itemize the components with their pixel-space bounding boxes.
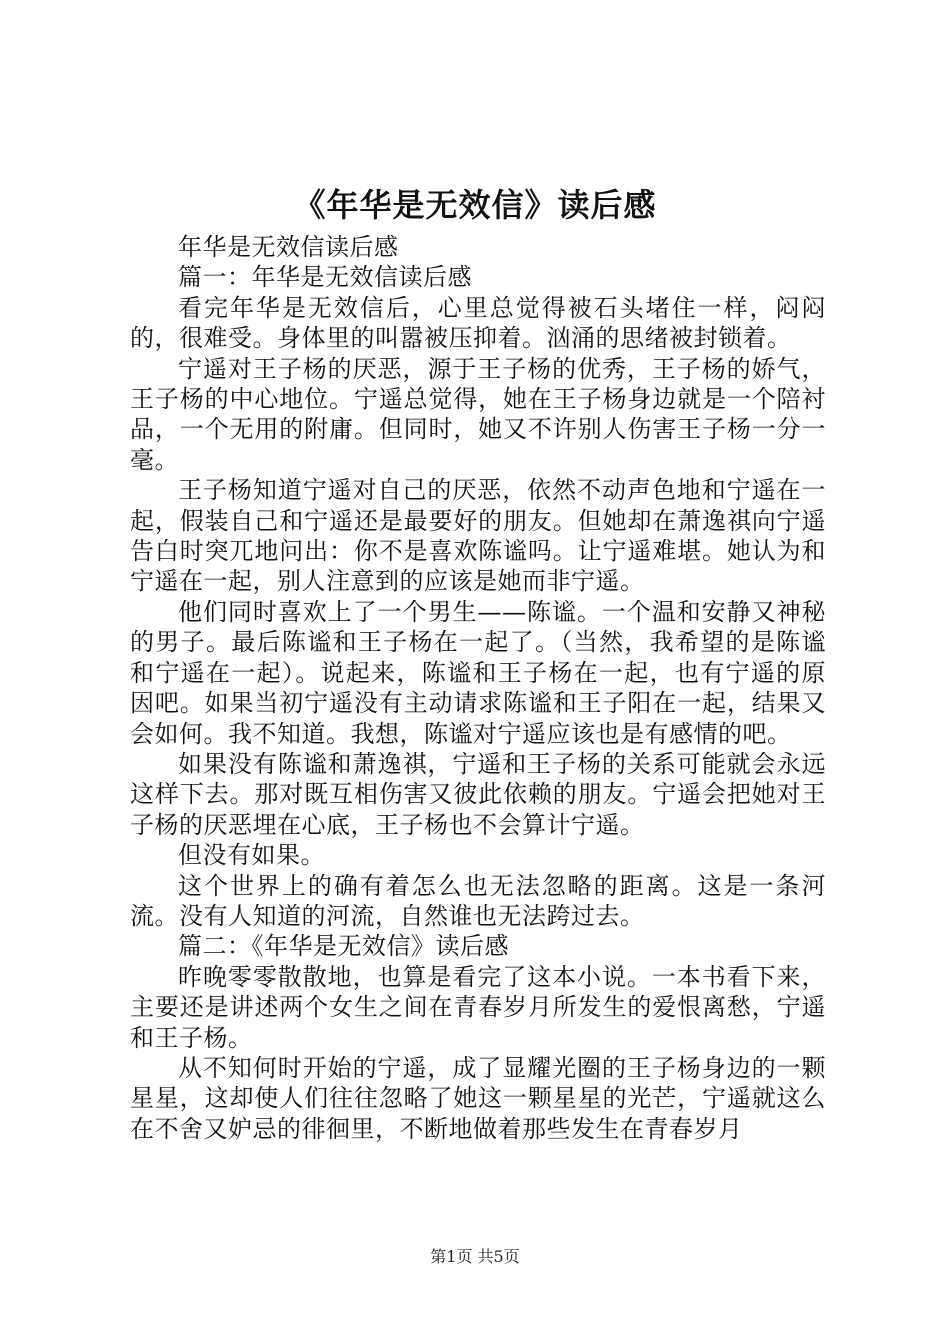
paragraph: 昨晚零零散散地，也算是看完了这本小说。一本书看下来，主要还是讲述两个女生之间在青春岁月所发生的爱恨离愁，宁遥和王子杨。 [130,962,826,1052]
paragraph: 年华是无效信读后感 [178,233,399,261]
page-footer: 第1页 共5页 [430,1247,520,1266]
paragraph: 他们同时喜欢上了一个男生——陈谧。一个温和安静又神秘的男子。最后陈谧和王子杨在一起了。（当然，我希望的是陈谧和宁遥在一起）。说起来，陈谧和王子杨在一起，也有宁遥的原因吧。如果当初宁遥没有主动请求陈谧和王子阳在一起，结果又会如何。我不知道。我想，陈谧对宁遥应该也是有感情的吧。 [130,597,826,748]
paragraph: 看完年华是无效信后，心里总觉得被石头堵住一样，闷闷的，很难受。身体里的叫嚣被压抑着。汹涌的思绪被封锁着。 [130,293,826,353]
paragraph: 如果没有陈谧和萧逸祺，宁遥和王子杨的关系可能就会永远这样下去。那对既互相伤害又彼此依赖的朋友。宁遥会把她对王子杨的厌恶埋在心底，王子杨也不会算计宁遥。 [130,749,826,839]
paragraph: 这个世界上的确有着怎么也无法忽略的距离。这是一条河流。没有人知道的河流，自然谁也无法跨过去。 [130,871,826,930]
document-body [130,232,826,1144]
paragraph: 宁遥对王子杨的厌恶，源于王子杨的优秀，王子杨的娇气，王子杨的中心地位。宁遥总觉得，她在王子杨身边就是一个陪衬品，一个无用的附庸。但同时，她又不许别人伤害王子杨一分一毫。 [130,354,826,474]
paragraph: 从不知何时开始的宁遥，成了显耀光圈的王子杨身边的一颗星星，这却使人们往往忽略了她这一颗星星的光芒，宁遥就这么在不舍又妒忌的徘徊里，不断地做着那些发生在青春岁月 [130,1053,826,1143]
paragraph: 王子杨知道宁遥对自己的厌恶，依然不动声色地和宁遥在一起，假装自己和宁遥还是最要好的朋友。但她却在萧逸祺向宁遥告白时突兀地问出：你不是喜欢陈谧吗。让宁遥难堪。她认为和宁遥在一起，别人注意到的应该是她而非宁遥。 [130,476,826,596]
section-heading: 篇二：《年华是无效信》读后感 [178,932,509,961]
document-title: 《年华是无效信》读后感 [293,186,657,224]
section-heading: 篇一：年华是无效信读后感 [178,263,472,292]
paragraph: 但没有如果。 [178,841,325,870]
